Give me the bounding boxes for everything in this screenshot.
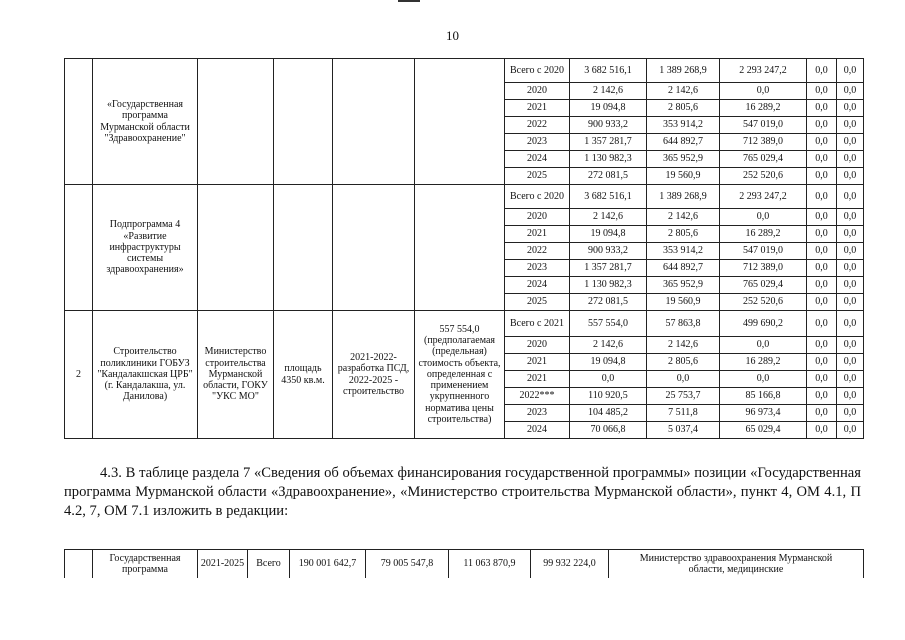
bottom-index-cell <box>65 550 93 579</box>
cost-cell <box>415 185 505 311</box>
value-cell: 0,0 <box>807 168 837 185</box>
value-cell: 0,0 <box>807 294 837 311</box>
value-cell: 252 520,6 <box>720 168 807 185</box>
value-cell: 2 805,6 <box>647 100 720 117</box>
year-cell: 2022 <box>505 117 570 134</box>
index-cell <box>65 185 93 311</box>
year-cell: 2021 <box>505 371 570 388</box>
value-cell: 0,0 <box>807 277 837 294</box>
value-cell: 2 142,6 <box>647 337 720 354</box>
table-row <box>65 59 864 83</box>
value-cell: 0,0 <box>807 371 837 388</box>
capacity-cell: площадь 4350 кв.м. <box>274 311 333 439</box>
year-cell: 2020 <box>505 83 570 100</box>
program-name-cell: «Государственная программа Мурманской области "Здравоохранение" <box>93 59 198 185</box>
index-cell: 2 <box>65 311 93 439</box>
year-cell: 2025 <box>505 168 570 185</box>
cost-cell <box>415 59 505 185</box>
value-cell: 16 289,2 <box>720 226 807 243</box>
year-cell: 2021 <box>505 100 570 117</box>
year-cell: 2021 <box>505 226 570 243</box>
value-cell: 0,0 <box>807 354 837 371</box>
value-cell: 0,0 <box>837 243 864 260</box>
value-cell: 765 029,4 <box>720 277 807 294</box>
value-cell: 0,0 <box>837 151 864 168</box>
bottom-table-row <box>65 550 864 579</box>
year-cell: 2020 <box>505 337 570 354</box>
value-cell: 0,0 <box>837 168 864 185</box>
value-cell: 0,0 <box>837 388 864 405</box>
value-cell: 0,0 <box>807 405 837 422</box>
value-cell: 2 293 247,2 <box>720 59 807 83</box>
cost-cell: 557 554,0 (предполагаемая (предельная) стоимость объекта, определенная с применением укрупненного норматива цены строительства) <box>415 311 505 439</box>
year-label-cell: Всего с 2020 <box>505 185 570 209</box>
value-cell: 0,0 <box>837 422 864 439</box>
value-cell: 0,0 <box>807 100 837 117</box>
value-cell: 96 973,4 <box>720 405 807 422</box>
value-cell: 765 029,4 <box>720 151 807 168</box>
period-cell <box>333 185 415 311</box>
value-cell: 0,0 <box>807 83 837 100</box>
value-cell: 2 805,6 <box>647 354 720 371</box>
bottom-table <box>64 549 864 578</box>
value-cell: 1 130 982,3 <box>570 151 647 168</box>
value-cell: 0,0 <box>807 337 837 354</box>
year-cell: 2023 <box>505 134 570 151</box>
value-cell: 2 142,6 <box>647 209 720 226</box>
value-cell: 25 753,7 <box>647 388 720 405</box>
bottom-name-cell: Государственная программа <box>93 550 198 579</box>
object-name-cell: Строительство поликлиники ГОБУЗ "Кандалакшская ЦРБ" (г. Кандалакша, ул. Данилова) <box>93 311 198 439</box>
value-cell: 353 914,2 <box>647 117 720 134</box>
value-cell: 2 293 247,2 <box>720 185 807 209</box>
section-paragraph <box>64 464 861 521</box>
value-cell: 1 130 982,3 <box>570 277 647 294</box>
value-cell: 19 560,9 <box>647 168 720 185</box>
value-cell: 0,0 <box>807 185 837 209</box>
period-cell: 2021-2022- разработка ПСД, 2022-2025 - строительство <box>333 311 415 439</box>
value-cell: 19 094,8 <box>570 354 647 371</box>
value-cell: 1 389 268,9 <box>647 185 720 209</box>
value-cell: 0,0 <box>837 354 864 371</box>
value-cell: 547 019,0 <box>720 243 807 260</box>
year-cell: 2022*** <box>505 388 570 405</box>
value-cell: 0,0 <box>837 100 864 117</box>
value-cell: 0,0 <box>720 337 807 354</box>
value-cell: 365 952,9 <box>647 151 720 168</box>
value-cell: 3 682 516,1 <box>570 59 647 83</box>
value-cell: 0,0 <box>837 405 864 422</box>
value-cell: 712 389,0 <box>720 134 807 151</box>
value-cell: 557 554,0 <box>570 311 647 337</box>
year-cell: 2025 <box>505 294 570 311</box>
value-cell: 104 485,2 <box>570 405 647 422</box>
capacity-cell <box>274 185 333 311</box>
value-cell: 16 289,2 <box>720 100 807 117</box>
value-cell: 365 952,9 <box>647 277 720 294</box>
value-cell: 1 357 281,7 <box>570 260 647 277</box>
value-cell: 19 094,8 <box>570 100 647 117</box>
value-cell: 0,0 <box>807 151 837 168</box>
value-cell: 16 289,2 <box>720 354 807 371</box>
value-cell: 2 142,6 <box>570 337 647 354</box>
year-cell: 2024 <box>505 151 570 168</box>
value-cell: 499 690,2 <box>720 311 807 337</box>
year-cell: 2024 <box>505 277 570 294</box>
value-cell: 0,0 <box>807 117 837 134</box>
bottom-value-cell: 11 063 870,9 <box>449 550 531 579</box>
value-cell: 252 520,6 <box>720 294 807 311</box>
value-cell: 0,0 <box>837 209 864 226</box>
value-cell: 19 560,9 <box>647 294 720 311</box>
value-cell: 547 019,0 <box>720 117 807 134</box>
value-cell: 0,0 <box>807 59 837 83</box>
year-cell: 2022 <box>505 243 570 260</box>
value-cell: 110 920,5 <box>570 388 647 405</box>
value-cell: 0,0 <box>837 185 864 209</box>
executor-cell <box>198 59 274 185</box>
value-cell: 0,0 <box>720 209 807 226</box>
year-label-cell: Всего с 2021 <box>505 311 570 337</box>
value-cell: 70 066,8 <box>570 422 647 439</box>
value-cell: 1 389 268,9 <box>647 59 720 83</box>
value-cell: 0,0 <box>647 371 720 388</box>
bottom-value-cell: 79 005 547,8 <box>366 550 449 579</box>
value-cell: 2 142,6 <box>647 83 720 100</box>
table-row <box>65 185 864 209</box>
value-cell: 0,0 <box>837 83 864 100</box>
value-cell: 0,0 <box>807 422 837 439</box>
value-cell: 0,0 <box>720 83 807 100</box>
table-row <box>65 311 864 337</box>
bottom-value-cell: 190 001 642,7 <box>290 550 366 579</box>
value-cell: 712 389,0 <box>720 260 807 277</box>
page-top-mark <box>398 0 420 2</box>
value-cell: 1 357 281,7 <box>570 134 647 151</box>
value-cell: 7 511,8 <box>647 405 720 422</box>
value-cell: 65 029,4 <box>720 422 807 439</box>
year-cell: 2023 <box>505 405 570 422</box>
year-label-cell: Всего с 2020 <box>505 59 570 83</box>
period-cell <box>333 59 415 185</box>
value-cell: 0,0 <box>570 371 647 388</box>
value-cell: 0,0 <box>807 260 837 277</box>
bottom-executor-cell: Министерство здравоохранения Мурманской области, медицинские <box>609 550 864 579</box>
bottom-value-cell: 99 932 224,0 <box>531 550 609 579</box>
executor-cell: Министерство строительства Мурманской области, ГОКУ "УКС МО" <box>198 311 274 439</box>
index-cell <box>65 59 93 185</box>
value-cell: 0,0 <box>807 209 837 226</box>
value-cell: 0,0 <box>807 134 837 151</box>
value-cell: 0,0 <box>837 117 864 134</box>
value-cell: 0,0 <box>837 311 864 337</box>
value-cell: 0,0 <box>837 337 864 354</box>
value-cell: 353 914,2 <box>647 243 720 260</box>
value-cell: 0,0 <box>807 388 837 405</box>
value-cell: 0,0 <box>807 243 837 260</box>
value-cell: 900 933,2 <box>570 117 647 134</box>
value-cell: 0,0 <box>837 134 864 151</box>
value-cell: 0,0 <box>837 371 864 388</box>
value-cell: 5 037,4 <box>647 422 720 439</box>
value-cell: 0,0 <box>720 371 807 388</box>
value-cell: 2 805,6 <box>647 226 720 243</box>
year-cell: 2020 <box>505 209 570 226</box>
year-cell: 2021 <box>505 354 570 371</box>
value-cell: 0,0 <box>807 226 837 243</box>
value-cell: 57 863,8 <box>647 311 720 337</box>
program-name-cell: Подпрограмма 4 «Развитие инфраструктуры системы здравоохранения» <box>93 185 198 311</box>
value-cell: 644 892,7 <box>647 260 720 277</box>
value-cell: 0,0 <box>837 294 864 311</box>
value-cell: 2 142,6 <box>570 209 647 226</box>
executor-cell <box>198 185 274 311</box>
value-cell: 272 081,5 <box>570 168 647 185</box>
capacity-cell <box>274 59 333 185</box>
value-cell: 0,0 <box>837 226 864 243</box>
bottom-total-label: Всего <box>248 550 290 579</box>
paragraph-text: 4.3. В таблице раздела 7 «Сведения об объемах финансирования государственной программы» позиции «Государственная программа Мурманской области «Здравоохранение», «Министерство строительства Мурманской области», пункт 4, ОМ 4.1, П 4.2, 7, ОМ 7.1 изложить в редакции: <box>64 465 861 519</box>
value-cell: 85 166,8 <box>720 388 807 405</box>
value-cell: 0,0 <box>837 277 864 294</box>
value-cell: 644 892,7 <box>647 134 720 151</box>
year-cell: 2023 <box>505 260 570 277</box>
bottom-period-cell: 2021-2025 <box>198 550 248 579</box>
value-cell: 0,0 <box>837 260 864 277</box>
value-cell: 900 933,2 <box>570 243 647 260</box>
value-cell: 19 094,8 <box>570 226 647 243</box>
value-cell: 272 081,5 <box>570 294 647 311</box>
year-cell: 2024 <box>505 422 570 439</box>
value-cell: 3 682 516,1 <box>570 185 647 209</box>
value-cell: 0,0 <box>807 311 837 337</box>
funding-table <box>64 58 864 439</box>
value-cell: 0,0 <box>837 59 864 83</box>
value-cell: 2 142,6 <box>570 83 647 100</box>
page-number: 10 <box>446 28 459 43</box>
